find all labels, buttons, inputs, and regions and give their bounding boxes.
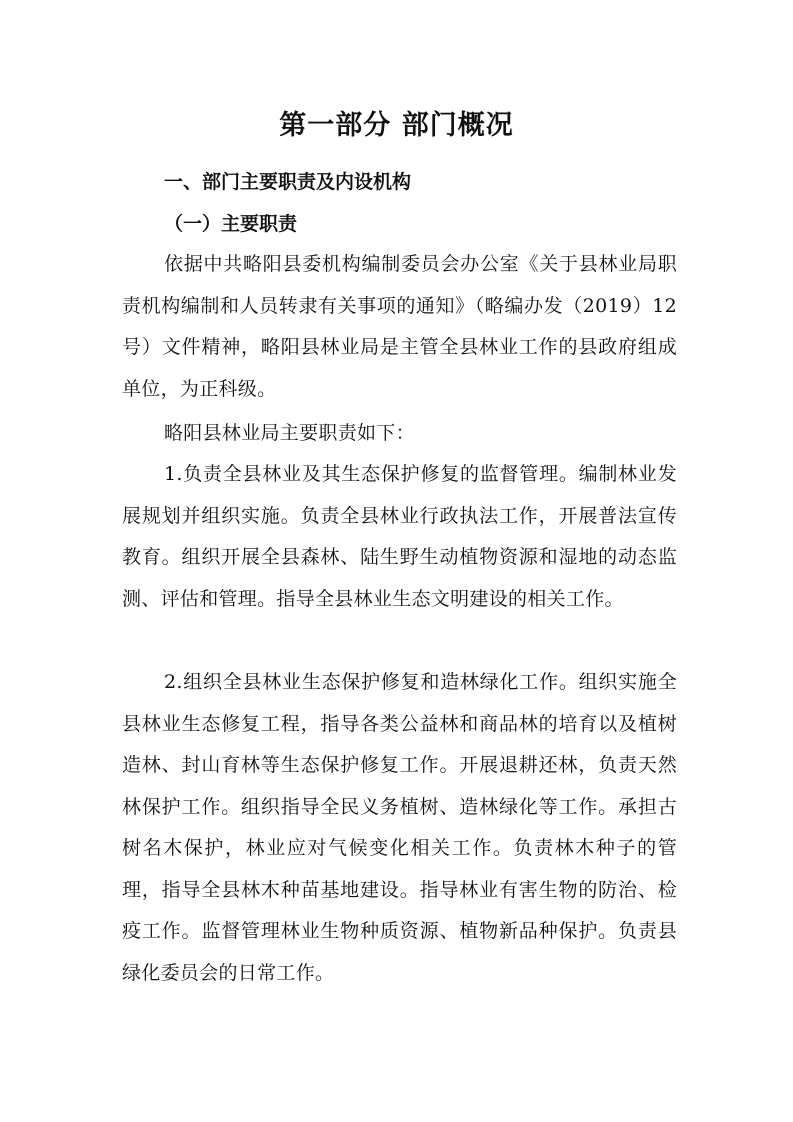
paragraph-duty-1: 1.负责全县林业及其生态保护修复的监督管理。编制林业发展规划并组织实施。负责全县林业行政执法工作，开展普法宣传教育。组织开展全县森林、陆生野生动植物资源和湿地的动态监测、评估和管理。指导全县林业生态文明建设的相关工作。 (122, 463, 677, 610)
section-heading: 一、部门主要职责及内设机构 (164, 171, 412, 193)
paragraph-duties-intro: 略阳县林业局主要职责如下： (164, 422, 415, 444)
subsection-heading: （一）主要职责 (164, 213, 298, 235)
page-title: 第一部分 部门概况 (279, 110, 514, 141)
paragraph-duty-2: 2.组织全县林业生态保护修复和造林绿化工作。组织实施全县林业生态修复工程，指导各类公益林和商品林的培育以及植树造林、封山育林等生态保护修复工作。开展退耕还林，负责天然林保护工作。组织指导全民义务植树、造林绿化等工作。承担古树名木保护，林业应对气候变化相关工作。负责林木种子的管理，指导全县林木种苗基地建设。指导林业有害生物的防治、检疫工作。监督管理林业生物种质资源、植物新品种保护。负责县绿化委员会的日常工作。 (122, 671, 677, 984)
paragraph-basis: 依据中共略阳县委机构编制委员会办公室《关于县林业局职责机构编制和人员转隶有关事项的通知》（略编办发（2019）12号）文件精神，略阳县林业局是主管全县林业工作的县政府组成单位，为正科级。 (122, 253, 677, 400)
